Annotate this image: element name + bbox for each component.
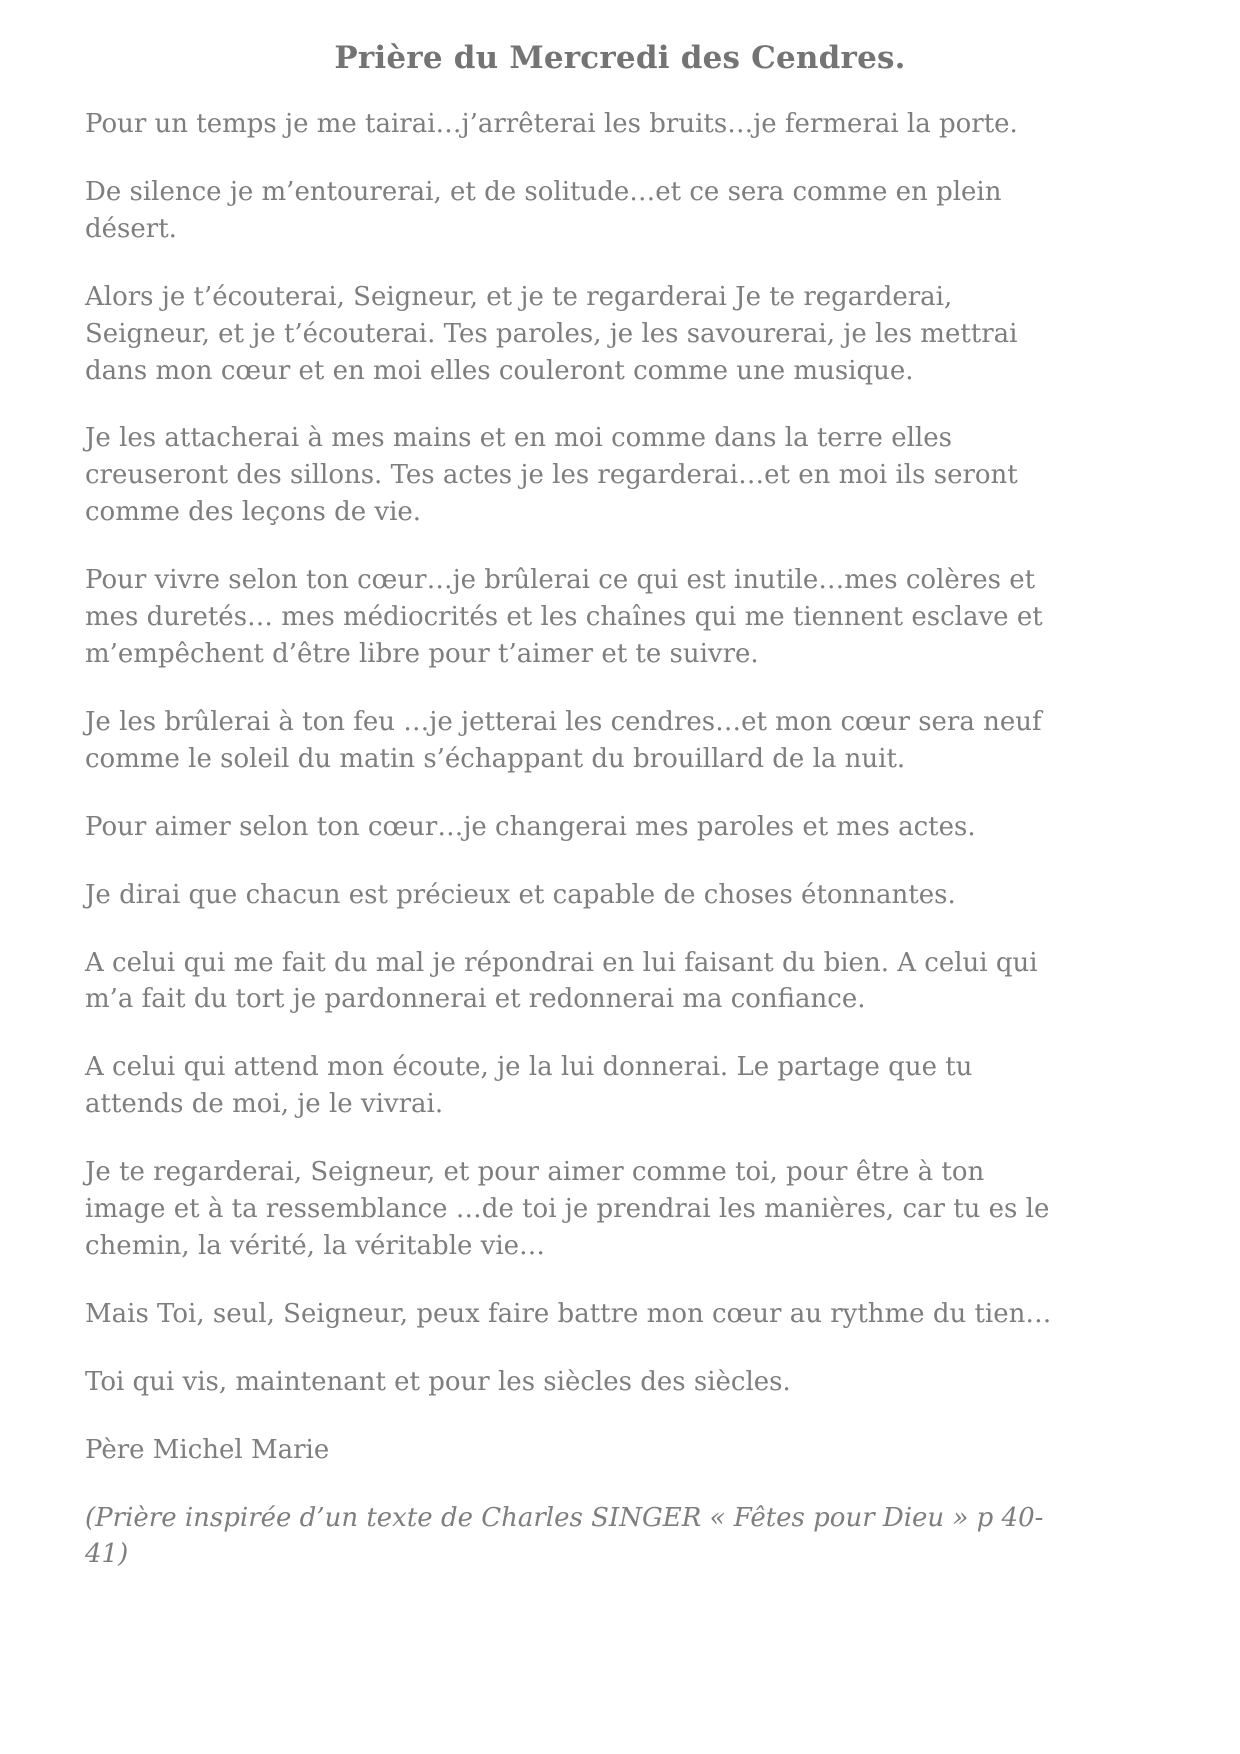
paragraph-4: Je les attacherai à mes mains et en moi comme dans la terre elles creuseront des sillons. Tes actes je les regarderai…et en moi ils seront comme des leçons de vie. xyxy=(85,423,1018,528)
prayer-text xyxy=(85,106,1155,1573)
paragraph-3: Alors je t’écouterai, Seigneur, et je te regarderai Je te regarderai, Seigneur, et je t’écouterai. Tes paroles, je les savourerai, je les mettrai dans mon cœur et en moi elles couleront comme une musique. xyxy=(85,281,1018,386)
paragraph-8: Je dirai que chacun est précieux et capable de choses étonnantes. xyxy=(85,879,956,910)
paragraph-9: A celui qui me fait du mal je répondrai en lui faisant du bien. A celui qui m’a fait du tort je pardonnerai et redonnerai ma confiance. xyxy=(85,947,1038,1015)
paragraph-5: Pour vivre selon ton cœur…je brûlerai ce qui est inutile…mes colères et mes duretés… mes médiocrités et les chaînes qui me tiennent esclave et m’empêchent d’être libre pour t’aimer et te suivre. xyxy=(85,565,1043,669)
paragraph-6: Je les brûlerai à ton feu …je jetterai les cendres…et mon cœur sera neuf comme le soleil du matin s’échappant du brouillard de la nuit. xyxy=(85,706,1042,774)
page-title: Prière du Mercredi des Cendres. xyxy=(334,40,906,76)
paragraph-7: Pour aimer selon ton cœur…je changerai mes paroles et mes actes. xyxy=(85,811,976,842)
paragraph-10: A celui qui attend mon écoute, je la lui donnerai. Le partage que tu attends de moi, je le vivrai. xyxy=(85,1052,973,1120)
paragraph-2: De silence je m’entourerai, et de solitude…et ce sera comme en plein désert. xyxy=(85,176,1002,244)
paragraph-13: Toi qui vis, maintenant et pour les siècles des siècles. xyxy=(85,1366,791,1397)
paragraph-11: Je te regarderai, Seigneur, et pour aimer comme toi, pour être à ton image et à ta ressemblance …de toi je prendrai les manières, car tu es le chemin, la vérité, la véritable vie… xyxy=(85,1157,1050,1261)
source-citation: (Prière inspirée d’un texte de Charles SINGER « Fêtes pour Dieu » p 40-41) xyxy=(85,1502,1044,1570)
paragraph-12: Mais Toi, seul, Seigneur, peux faire battre mon cœur au rythme du tien… xyxy=(85,1298,1052,1329)
author-signature: Père Michel Marie xyxy=(85,1434,330,1465)
paragraph-1: Pour un temps je me tairai…j’arrêterai les bruits…je fermerai la porte. xyxy=(85,109,1018,139)
